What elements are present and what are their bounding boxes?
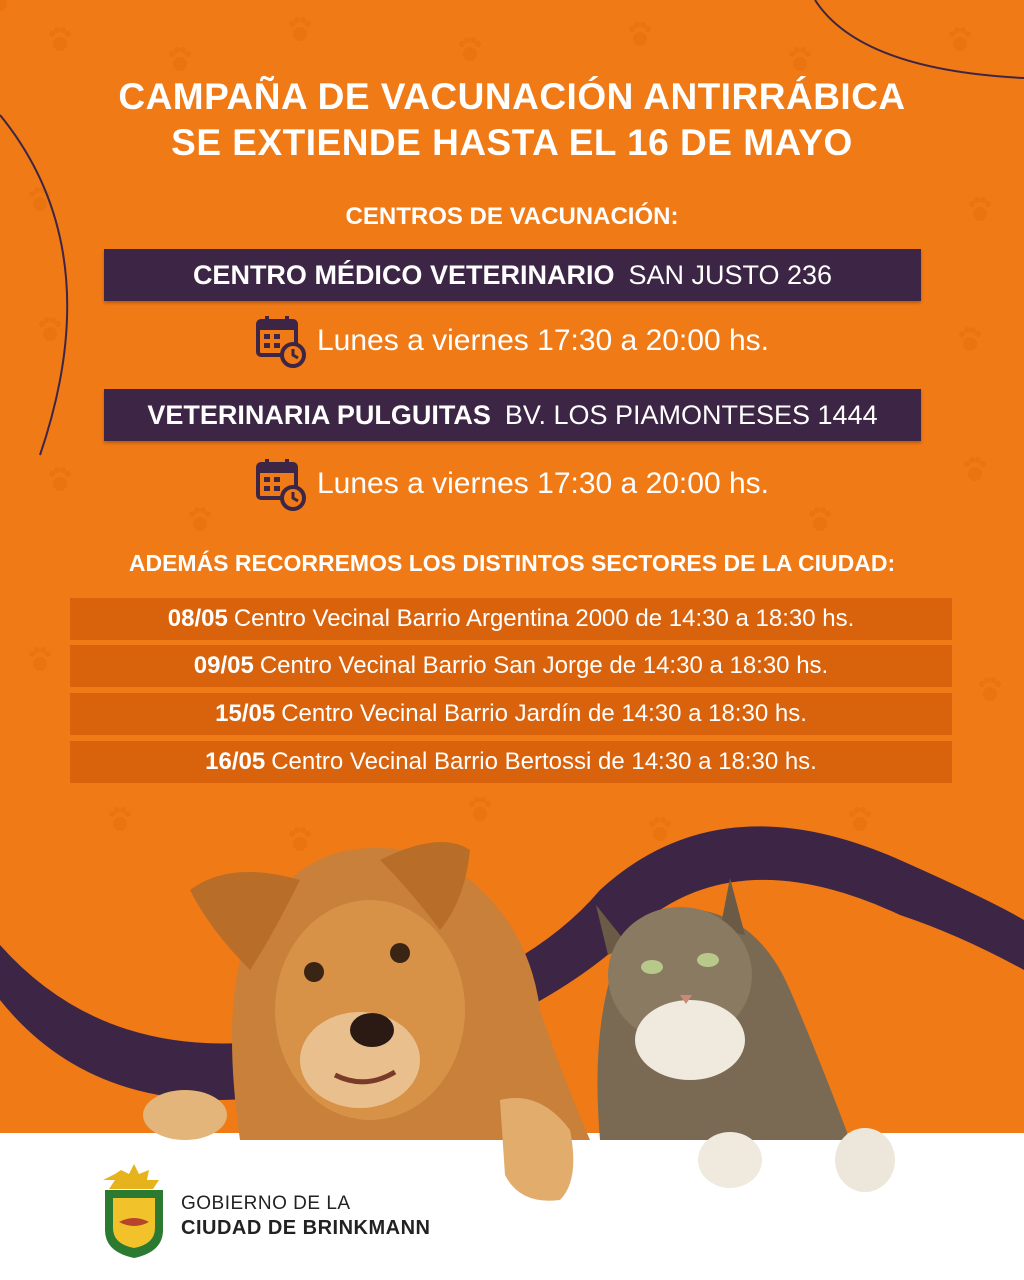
visit-date: 08/05 bbox=[167, 605, 228, 632]
sectors-heading: ADEMÁS RECORREMOS LOS DISTINTOS SECTORES DE LA CIUDAD: bbox=[128, 550, 896, 576]
visit-text: Centro Vecinal Barrio San Jorge de 14:30 a 18:30 hs. bbox=[259, 652, 829, 679]
dog-image bbox=[143, 842, 590, 1201]
title-line-1: CAMPAÑA DE VACUNACIÓN ANTIRRÁBICA bbox=[118, 76, 906, 117]
title-line-2: SE EXTIENDE HASTA EL 16 DE MAYO bbox=[171, 122, 853, 163]
center-address: BV. LOS PIAMONTESES 1444 bbox=[504, 399, 878, 430]
center-name: VETERINARIA PULGUITAS bbox=[147, 399, 491, 430]
footer-line-2: CIUDAD DE BRINKMANN bbox=[181, 1217, 431, 1239]
center-name: CENTRO MÉDICO VETERINARIO bbox=[192, 259, 615, 290]
visit-date: 16/05 bbox=[205, 748, 266, 775]
center-address: SAN JUSTO 236 bbox=[628, 259, 833, 290]
visit-text: Centro Vecinal Barrio Bertossi de 14:30 a 18:30 hs. bbox=[271, 748, 817, 775]
visit-date: 15/05 bbox=[215, 700, 276, 727]
cat-image bbox=[596, 878, 895, 1192]
centers-heading: CENTROS DE VACUNACIÓN: bbox=[345, 203, 679, 230]
center-hours-text: Lunes a viernes 17:30 a 20:00 hs. bbox=[317, 324, 769, 357]
visit-text: Centro Vecinal Barrio Jardín de 14:30 a 18:30 hs. bbox=[281, 700, 807, 727]
footer-line-1: GOBIERNO DE LA bbox=[181, 1193, 351, 1214]
city-crest-icon bbox=[101, 1162, 167, 1260]
visit-date: 09/05 bbox=[193, 652, 254, 679]
visit-text: Centro Vecinal Barrio Argentina 2000 de 14:30 a 18:30 hs. bbox=[233, 605, 855, 632]
center-hours-text: Lunes a viernes 17:30 a 20:00 hs. bbox=[317, 467, 769, 500]
